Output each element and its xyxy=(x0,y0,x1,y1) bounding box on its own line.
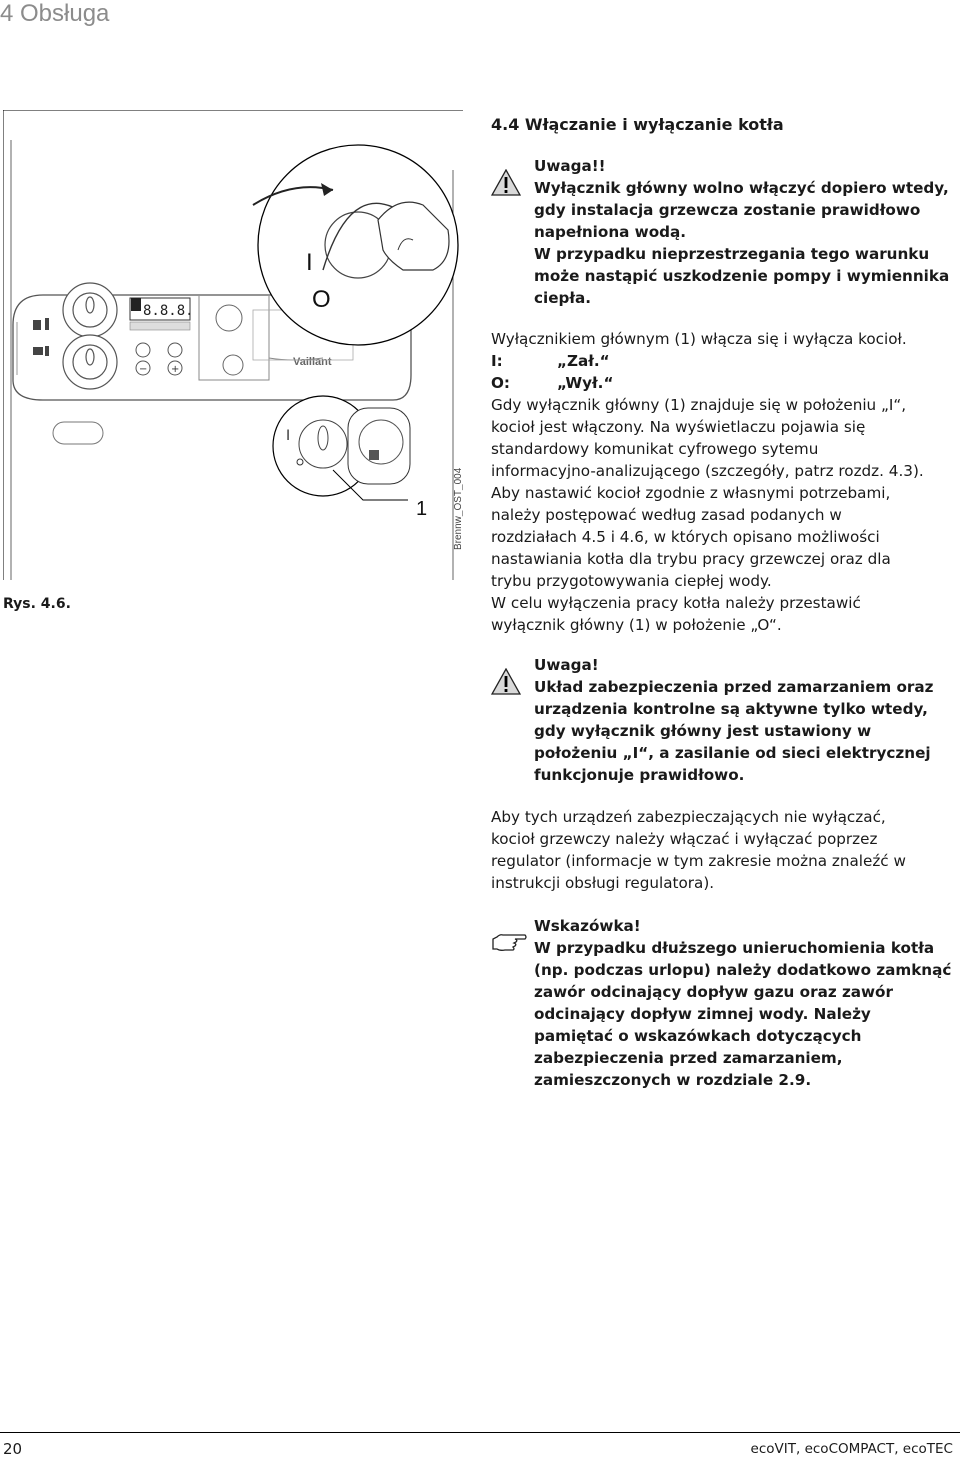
warning-2-line: funkcjonuje prawidłowo. xyxy=(534,766,745,784)
note-line: W przypadku dłuższego unieruchomienia kotła xyxy=(534,939,935,957)
off-value: „Wył.“ xyxy=(557,374,614,392)
body-line: W celu wyłączenia pracy kotła należy przestawić xyxy=(491,594,861,612)
body-line: wyłącznik główny (1) w położenie „O“. xyxy=(491,616,782,634)
svg-text:+: + xyxy=(171,364,180,375)
note-line: (np. podczas urlopu) należy dodatkowo zamknąć xyxy=(534,961,952,979)
body-line: trybu przygotowywania ciepłej wody. xyxy=(491,572,772,590)
warning-1-line: napełniona wodą. xyxy=(534,223,687,241)
note xyxy=(534,915,951,1091)
brand-logo: Vaillant xyxy=(293,356,332,368)
display-digits: 8.8.8. xyxy=(143,303,194,319)
figure-label: Rys. 4.6. xyxy=(3,596,71,612)
note-line: pamiętać o wskazówkach dotyczących xyxy=(534,1027,862,1045)
warning-2-title: Uwaga! xyxy=(534,656,599,674)
switch-on-label: I xyxy=(306,249,313,276)
section-title: 4.4 Włączanie i wyłączanie kotła xyxy=(491,115,784,134)
body-intro: Wyłącznikiem głównym (1) włącza się i wyłącza kocioł. xyxy=(491,330,907,348)
boiler-control-panel-figure xyxy=(3,110,463,580)
note-line: zamieszczonych w rozdziale 2.9. xyxy=(534,1071,812,1089)
on-value: „Zał.“ xyxy=(557,352,610,370)
warning-2-line: położeniu „I“, a zasilanie od sieci elektrycznej xyxy=(534,744,931,762)
body-line: standardowy komunikat cyfrowego sytemu xyxy=(491,440,819,458)
footer-rule xyxy=(0,1432,960,1433)
warning-1-line: może nastąpić uszkodzenie pompy i wymiennika xyxy=(534,267,950,285)
body-line: Gdy wyłącznik główny (1) znajduje się w położeniu „I“, xyxy=(491,396,907,414)
off-row xyxy=(491,372,956,394)
body-text-2 xyxy=(491,806,956,894)
warning-1 xyxy=(534,155,949,309)
note-title: Wskazówka! xyxy=(534,917,641,935)
note-line: zabezpieczenia przed zamarzaniem, xyxy=(534,1049,843,1067)
body-line: należy postępować według zasad podanych w xyxy=(491,506,842,524)
body-line: kocioł grzewczy należy włączać i wyłączać poprzez xyxy=(491,830,878,848)
figure-code: Brennw_OST_004 xyxy=(453,467,463,550)
note-line: zawór odcinający dopływ gazu oraz zawór xyxy=(534,983,893,1001)
note-line: odcinający dopływ zimnej wody. Należy xyxy=(534,1005,871,1023)
callout-1: 1 xyxy=(416,498,428,520)
body-line: Aby nastawić kocioł zgodnie z własnymi potrzebami, xyxy=(491,484,891,502)
warning-1-line: W przypadku nieprzestrzegania tego warunku xyxy=(534,245,930,263)
chapter-title: 4 Obsługa xyxy=(0,0,110,27)
warning-1-title: Uwaga!! xyxy=(534,157,606,175)
body-text-1 xyxy=(491,328,956,636)
warning-2 xyxy=(534,654,934,786)
svg-text:I: I xyxy=(286,428,291,444)
page-number: 20 xyxy=(3,1440,23,1458)
body-line: nastawiania kotła dla trybu pracy grzewczej oraz dla xyxy=(491,550,891,568)
pointing-hand-icon xyxy=(491,930,527,952)
warning-1-line: gdy instalacja grzewcza zostanie prawidłowo xyxy=(534,201,921,219)
warning-2-line: urządzenia kontrolne są aktywne tylko wtedy, xyxy=(534,700,928,718)
on-row xyxy=(491,350,956,372)
warning-2-line: Układ zabezpieczenia przed zamarzaniem oraz xyxy=(534,678,934,696)
footer-product: ecoVIT, ecoCOMPACT, ecoTEC xyxy=(750,1441,953,1457)
warning-triangle-icon xyxy=(491,668,521,695)
warning-2-line: gdy wyłącznik główny jest ustawiony w xyxy=(534,722,872,740)
svg-text:−: − xyxy=(139,364,148,375)
body-line: regulator (informacje w tym zakresie można znaleźć w xyxy=(491,852,906,870)
warning-triangle-icon xyxy=(491,169,521,196)
switch-off-label: O xyxy=(312,286,331,313)
body-line: kocioł jest włączony. Na wyświetlaczu pojawia się xyxy=(491,418,866,436)
body-line: informacyjno-analizującego (szczegóły, patrz rozdz. 4.3). xyxy=(491,462,924,480)
warning-1-line: Wyłącznik główny wolno włączyć dopiero wtedy, xyxy=(534,179,949,197)
body-line: rozdziałach 4.5 i 4.6, w których opisano możliwości xyxy=(491,528,880,546)
body-line: Aby tych urządzeń zabezpieczających nie wyłączać, xyxy=(491,808,886,826)
on-key: I: xyxy=(491,352,503,370)
off-key: O: xyxy=(491,374,510,392)
warning-1-line: ciepła. xyxy=(534,289,592,307)
body-line: instrukcji obsługi regulatora). xyxy=(491,874,715,892)
